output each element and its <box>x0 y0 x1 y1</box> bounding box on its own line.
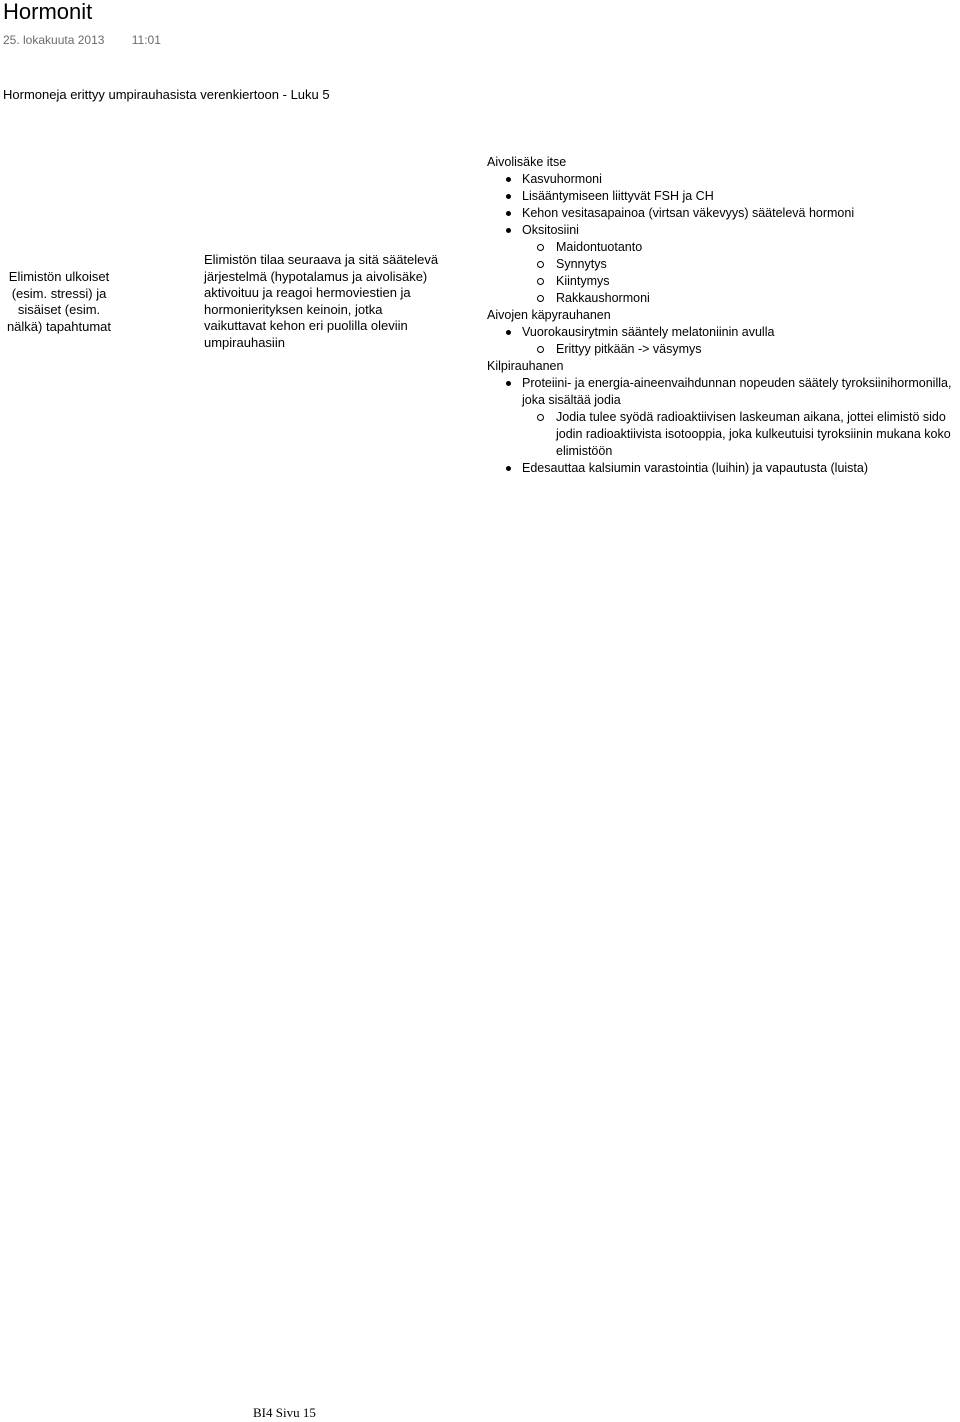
list-item <box>487 324 959 341</box>
circle-bullet-icon <box>537 295 544 302</box>
time-label: 11:01 <box>131 33 161 47</box>
sub-list-item-text: Jodia tulee syödä radioaktiivisen laskeuman aikana, jottei elimistö sido jodin radioaktiivista isotooppia, joka kulkeutuisi tyroksiinin mukana koko elimistöön <box>556 410 951 458</box>
list-item-text: Kasvuhormoni <box>522 172 602 186</box>
sub-list-item <box>487 239 959 256</box>
bullet-icon <box>506 330 511 335</box>
sub-list-item-text: Erittyy pitkään -> väsymys <box>556 342 702 356</box>
list-item <box>487 205 959 222</box>
external-internal-events-text <box>4 269 114 335</box>
middle-line: järjestelmä (hypotalamus ja aivolisäke) <box>204 268 428 284</box>
sub-list-item <box>487 341 959 358</box>
page-subtitle: Hormoneja erittyy umpirauhasista verenkiertoon - Luku 5 <box>3 87 330 102</box>
left-line: (esim. stressi) ja <box>11 285 107 301</box>
list-item <box>487 222 959 239</box>
sub-list-item <box>487 409 959 460</box>
list-item <box>487 375 959 409</box>
sub-list-item <box>487 256 959 273</box>
bullet-icon <box>506 194 511 199</box>
sub-list-item-text: Maidontuotanto <box>556 240 643 254</box>
list-item <box>487 188 959 205</box>
timestamp <box>3 32 161 48</box>
circle-bullet-icon <box>537 278 544 285</box>
page-title: Hormonit <box>3 0 93 24</box>
circle-bullet-icon <box>537 346 544 353</box>
bullet-icon <box>506 211 511 216</box>
bullet-icon <box>506 177 511 182</box>
middle-line: vaikuttavat kehon eri puolilla oleviin <box>204 318 408 334</box>
left-line: sisäiset (esim. <box>17 302 101 317</box>
section-heading-pineal: Aivojen käpyrauhanen <box>487 308 611 322</box>
list-item-text: Lisääntymiseen liittyvät FSH ja CH <box>522 189 714 203</box>
middle-line: Elimistön tilaa seuraava ja sitä säätelevä <box>204 252 439 267</box>
circle-bullet-icon <box>537 261 544 268</box>
date-label: 25. lokakuuta 2013 <box>3 33 105 47</box>
sub-list-item-text: Synnytys <box>556 257 607 271</box>
bullet-icon <box>506 381 511 386</box>
list-item-text: Kehon vesitasapainoa (virtsan väkevyys) säätelevä hormoni <box>522 206 855 220</box>
regulating-system-text <box>204 252 439 352</box>
left-line: Elimistön ulkoiset <box>8 269 110 284</box>
bullet-icon <box>506 466 511 471</box>
sub-list-item-text: Rakkaushormoni <box>556 291 650 305</box>
sub-list-item-text: Kiintymys <box>556 274 610 288</box>
list-item-text: Vuorokausirytmin sääntely melatoniinin avulla <box>522 325 775 339</box>
section-heading-pituitary: Aivolisäke itse <box>487 155 567 169</box>
sub-list-item <box>487 273 959 290</box>
sub-list-item <box>487 290 959 307</box>
section-heading-thyroid: Kilpirauhanen <box>487 359 564 373</box>
gland-notes <box>487 154 959 477</box>
middle-line: aktivoituu ja reagoi hermoviestien ja <box>204 285 411 301</box>
list-item-text: Proteiini- ja energia-aineenvaihdunnan nopeuden säätely tyroksiinihormonilla, joka sisältää jodia <box>522 376 952 407</box>
page-footer: BI4 Sivu 15 <box>253 1405 316 1420</box>
middle-line: umpirauhasiin <box>204 334 285 350</box>
left-line: nälkä) tapahtumat <box>6 318 112 334</box>
middle-line: hormonierityksen keinoin, jotka <box>204 301 383 317</box>
list-item <box>487 171 959 188</box>
circle-bullet-icon <box>537 244 544 251</box>
bullet-icon <box>506 228 511 233</box>
circle-bullet-icon <box>537 414 544 421</box>
list-item-text: Edesauttaa kalsiumin varastointia (luihin) ja vapautusta (luista) <box>522 461 869 475</box>
list-item-text: Oksitosiini <box>522 223 579 237</box>
list-item <box>487 460 959 477</box>
